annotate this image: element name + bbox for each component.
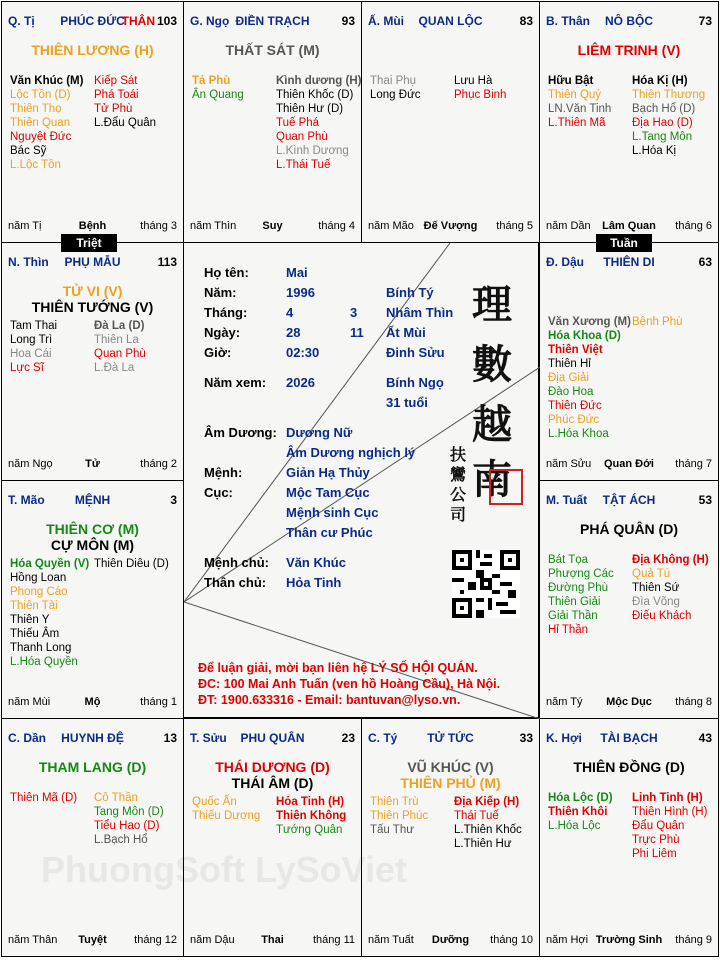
minor-stars-right <box>454 795 522 851</box>
palace-year: năm Dần <box>546 220 591 232</box>
star-item: Địa Hao (D) <box>632 117 693 129</box>
palace-year: năm Hợi <box>546 934 589 946</box>
star-item: Tuế Phá <box>276 117 320 129</box>
amduong-label: Âm Dương: <box>204 425 277 440</box>
palace-dan <box>1 718 184 957</box>
star-item: Hóa Kị (H) <box>632 75 688 87</box>
star-item: Đào Hoa <box>548 386 594 398</box>
thanchu-value: Hỏa Tinh <box>286 575 342 590</box>
star-item: Tam Thai <box>10 320 58 332</box>
star-item: Hữu Bật <box>548 75 594 87</box>
palace-month: tháng 4 <box>318 220 355 232</box>
palace-name: ĐIỀN TRẠCH <box>235 14 310 28</box>
palace-name: NÔ BỘC <box>605 14 653 28</box>
star-item: Linh Tinh (H) <box>632 792 703 804</box>
palace-header <box>8 255 177 271</box>
star-item: L.Đẩu Quân <box>94 117 157 129</box>
star-item: L.Thiên Hư <box>454 838 512 850</box>
star-item: Hóa Khoa (D) <box>548 330 621 342</box>
minor-stars-right <box>94 319 146 375</box>
palace-number: 23 <box>341 731 355 745</box>
star-item: Hóa Quyền (V) <box>10 558 90 570</box>
palace-number: 103 <box>156 14 177 28</box>
calligraphy-char-2: 數 <box>472 341 512 388</box>
star-item: Hỏa Tinh (H) <box>276 796 345 808</box>
minor-stars-left <box>370 74 421 102</box>
minor-stars-right <box>94 557 169 571</box>
star-item: Phi Liêm <box>632 848 677 860</box>
minor-stars-left <box>548 791 613 833</box>
star-item: LN.Văn Tinh <box>548 103 612 115</box>
star-item: Đường Phù <box>548 582 608 594</box>
palace-footer <box>8 696 177 710</box>
thanchu-label: Thân chủ: <box>204 575 267 590</box>
palace-month: tháng 8 <box>675 696 712 708</box>
palace-header <box>8 731 177 747</box>
palace-phase: Mộc Dục <box>606 696 652 708</box>
star-item: Giải Thần <box>548 610 598 622</box>
palace-suu <box>183 718 362 957</box>
palace-phase: Trường Sinh <box>595 934 663 946</box>
palace-year: năm Sửu <box>546 458 592 470</box>
star-item: Lộc Tồn (D) <box>10 89 71 101</box>
palace-footer <box>546 696 712 710</box>
star-item: Tử Phù <box>94 103 133 115</box>
star-item: Thiên Trù <box>370 796 419 808</box>
palace-header <box>8 14 177 30</box>
palace-year: năm Mão <box>368 220 414 232</box>
star-item: Bạch Hổ (D) <box>632 103 696 115</box>
palace-footer <box>546 220 712 234</box>
minor-stars-left <box>10 319 57 375</box>
minor-stars-left <box>10 557 89 669</box>
star-item: Quả Tú <box>632 568 671 580</box>
star-item: Thiên Giải <box>548 596 601 608</box>
palace-branch: Đ. Dậu <box>546 255 585 269</box>
minor-stars-left <box>548 553 614 637</box>
star-item: Tướng Quân <box>276 824 343 836</box>
center-info-panel <box>183 242 539 718</box>
minor-stars-right <box>94 791 164 847</box>
contact-address: ĐC: 100 Mai Anh Tuấn (ven hồ Hoàng Cầu), Hà Nội. <box>198 677 501 691</box>
star-item: Trực Phù <box>632 834 680 846</box>
star-item: Thiên Hình (H) <box>632 806 708 818</box>
star-item: Nguyệt Đức <box>10 131 72 143</box>
star-item: Thiên Đức <box>548 400 602 412</box>
palace-header <box>368 14 533 30</box>
month-lunar: 3 <box>350 305 358 320</box>
star-item: Thiên Không <box>276 810 347 822</box>
day-label: Ngày: <box>204 325 241 340</box>
palace-footer <box>8 934 177 948</box>
palace-tuat <box>539 480 719 719</box>
star-item: L.Đà La <box>94 362 135 374</box>
star-item: Quốc Ấn <box>192 796 237 808</box>
contact-line-1: Để luận giải, mời bạn liên hệ LÝ SỐ HỘI QUÁN. <box>198 661 478 675</box>
palace-than <box>539 1 719 243</box>
day-value: 28 <box>286 325 301 340</box>
major-star: LIÊM TRINH (V) <box>577 42 681 58</box>
major-star: THAM LANG (D) <box>38 759 147 775</box>
star-item: Thiên Khôi <box>548 806 608 818</box>
star-item: Thái Tuế <box>454 810 499 822</box>
minor-stars-left <box>548 74 611 130</box>
year-value: 1996 <box>286 285 315 300</box>
star-item: Thanh Long <box>10 642 72 654</box>
name-label: Họ tên: <box>204 265 249 280</box>
star-item: Phá Toái <box>94 89 139 101</box>
star-item: Thiếu Dương <box>192 810 261 822</box>
star-item: Tiểu Hao (D) <box>94 820 160 832</box>
minor-stars-left <box>370 795 428 837</box>
palace-year: năm Thìn <box>190 220 237 232</box>
star-item: Ân Quang <box>192 89 244 101</box>
calligraphy-char-3: 越 <box>472 401 512 448</box>
than-marker: THÂN <box>121 14 155 28</box>
star-item: Thiên Thọ <box>10 103 62 115</box>
cuc-label: Cục: <box>204 485 233 500</box>
star-item: Hồng Loan <box>10 572 67 584</box>
minor-stars-right <box>632 791 707 861</box>
palace-month: tháng 9 <box>675 934 712 946</box>
star-item: Đà La (D) <box>94 320 145 332</box>
star-item: Địa Không (H) <box>632 554 709 566</box>
palace-phase: Bệnh <box>78 220 107 232</box>
palace-name: PHU QUÂN <box>240 731 305 745</box>
star-item: Thiên Hỉ <box>548 358 591 370</box>
palace-number: 93 <box>341 14 355 28</box>
palace-name: PHÚC ĐỨC <box>60 14 125 28</box>
star-item: Đẩu Quân <box>632 820 685 832</box>
than-cu: Thân cư Phúc <box>286 525 373 540</box>
palace-name: PHỤ MẪU <box>64 255 121 269</box>
star-item: Thiên Sứ <box>632 582 680 594</box>
palace-year: năm Tý <box>546 696 583 708</box>
minor-stars-left <box>10 74 83 172</box>
amduong-note: Âm Dương nghịch lý <box>286 445 416 460</box>
palace-month: tháng 7 <box>675 458 712 470</box>
star-item: Thiên Diêu (D) <box>94 558 169 570</box>
star-item: Đìa Võng <box>632 596 680 608</box>
palace-branch: Q. Tị <box>8 14 35 28</box>
day-can: Ất Mùi <box>386 325 426 340</box>
view-year-label: Năm xem: <box>204 375 267 390</box>
palace-number: 3 <box>170 493 177 507</box>
palace-name: THIÊN DI <box>603 255 655 269</box>
star-item: Thiên Quan <box>10 117 71 129</box>
name-value: Mai <box>286 265 308 280</box>
minor-stars-right <box>94 74 156 130</box>
star-item: Lực Sĩ <box>10 362 44 374</box>
palace-branch: G. Ngọ <box>190 14 230 28</box>
star-item: Thiên Thương <box>632 89 706 101</box>
palace-header <box>368 731 533 747</box>
star-item: Thai Phụ <box>370 75 417 87</box>
star-item: Thiên Phúc <box>370 810 429 822</box>
palace-month: tháng 1 <box>140 696 177 708</box>
major-star: THIÊN ĐỒNG (D) <box>573 759 685 775</box>
palace-month: tháng 3 <box>140 220 177 232</box>
palace-name: QUAN LỘC <box>418 14 483 28</box>
palace-phase: Mộ <box>84 696 101 708</box>
month-label: Tháng: <box>204 305 248 320</box>
minor-stars-left <box>548 315 631 441</box>
star-item: Kiếp Sát <box>94 75 138 87</box>
star-item: Thiên Tài <box>10 600 58 612</box>
palace-phase: Quan Đới <box>604 458 654 470</box>
minor-stars-right <box>632 315 683 329</box>
star-item: Hóa Lộc (D) <box>548 792 613 804</box>
palace-name: TỬ TỨC <box>427 731 474 745</box>
major-star: THIÊN CƠ (M) <box>46 521 139 537</box>
tu-vi-chart <box>1 1 719 957</box>
major-star: THIÊN LƯƠNG (H) <box>31 42 154 58</box>
palace-branch: C. Tý <box>368 731 398 745</box>
tuan-tag: Tuần <box>596 234 652 252</box>
view-year-value: 2026 <box>286 375 315 390</box>
star-item: Kình dương (H) <box>276 75 362 87</box>
star-item: Hỉ Thần <box>548 624 589 636</box>
palace-footer <box>190 934 355 948</box>
palace-phase: Lâm Quan <box>602 220 656 232</box>
palace-branch: T. Mão <box>8 493 45 507</box>
minor-stars-right <box>454 74 506 102</box>
star-item: L.Hóa Lộc <box>548 820 601 832</box>
calligraphy-small: 扶 鸞 公 司 <box>450 445 467 524</box>
major-star: PHÁ QUÂN (D) <box>580 521 678 537</box>
palace-header <box>546 255 712 271</box>
star-item: L.Hóa Kị <box>632 145 677 157</box>
red-seal-icon <box>489 469 523 505</box>
star-item: Tang Môn (D) <box>94 806 164 818</box>
star-item: Lưu Hà <box>454 75 493 87</box>
palace-branch: M. Tuất <box>546 493 588 507</box>
menh-value: Giản Hạ Thủy <box>286 465 370 480</box>
palace-number: 13 <box>163 731 177 745</box>
palace-branch: Ấ. Mùi <box>368 14 404 28</box>
star-item: Văn Xương (M) <box>548 316 631 328</box>
palace-header <box>546 731 712 747</box>
star-item: Thiên Hư (D) <box>276 103 344 115</box>
palace-number: 33 <box>519 731 533 745</box>
star-item: Long Đức <box>370 89 421 101</box>
star-item: L.Hóa Khoa <box>548 428 609 440</box>
contact-phone-email: ĐT: 1900.633316 - Email: bantuvan@lyso.vn. <box>198 693 461 707</box>
menhchu-label: Mệnh chủ: <box>204 555 269 570</box>
amduong-value: Dương Nữ <box>286 425 353 440</box>
palace-footer <box>190 220 355 234</box>
palace-year: năm Ngọ <box>8 458 53 470</box>
star-item: Thiên La <box>94 334 139 346</box>
year-can: Bính Tý <box>386 285 434 300</box>
triet-tag: Triệt <box>61 234 117 252</box>
palace-name: TÀI BẠCH <box>600 731 658 745</box>
major-star: THÁI ÂM (D) <box>231 775 314 791</box>
month-can: Nhâm Thìn <box>386 305 454 320</box>
minor-stars-left <box>10 791 77 805</box>
minor-stars-right <box>632 553 709 623</box>
palace-year: năm Tuất <box>368 934 414 946</box>
minor-stars-left <box>192 795 260 823</box>
palace-phase: Đế Vượng <box>423 220 478 232</box>
palace-branch: K. Hợi <box>546 731 582 745</box>
minor-stars-right <box>276 74 361 172</box>
star-item: L.Tang Môn <box>632 131 693 143</box>
palace-footer <box>546 934 712 948</box>
palace-month: tháng 2 <box>140 458 177 470</box>
star-item: Phúc Đức <box>548 414 600 426</box>
palace-phase: Tử <box>85 458 100 470</box>
palace-footer <box>8 458 177 472</box>
palace-month: tháng 11 <box>312 934 355 946</box>
major-star: THẤT SÁT (M) <box>225 42 320 58</box>
palace-month: tháng 5 <box>496 220 533 232</box>
star-item: Địa Giải <box>548 372 589 384</box>
star-item: Phục Binh <box>454 89 507 101</box>
hour-label: Giờ: <box>204 345 232 360</box>
star-item: Điếu Khách <box>632 610 692 622</box>
star-item: L.Thái Tuế <box>276 159 331 171</box>
major-star: THIÊN PHỦ (M) <box>400 775 501 791</box>
palace-ti <box>1 1 184 243</box>
palace-year: năm Dậu <box>190 934 235 946</box>
palace-thin <box>1 242 184 481</box>
month-value: 4 <box>286 305 294 320</box>
palace-month: tháng 12 <box>134 934 177 946</box>
major-star: THIÊN TƯỚNG (V) <box>31 299 154 315</box>
star-item: L.Thiên Khốc <box>454 824 522 836</box>
star-item: Long Trì <box>10 334 53 346</box>
star-item: Quan Phù <box>94 348 146 360</box>
calligraphy-char-1: 理 <box>472 281 512 328</box>
palace-branch: N. Thìn <box>8 255 49 269</box>
menhchu-value: Văn Khúc <box>286 555 346 570</box>
palace-phase: Dưỡng <box>431 934 470 946</box>
star-item: Tấu Thư <box>370 824 414 836</box>
palace-name: HUYNH ĐỆ <box>61 731 124 745</box>
hour-can: Đinh Sửu <box>386 345 445 360</box>
major-star: THÁI DƯƠNG (D) <box>215 759 330 775</box>
palace-number: 73 <box>698 14 712 28</box>
palace-year: năm Thân <box>8 934 58 946</box>
palace-number: 83 <box>519 14 533 28</box>
cuc-relation: Mệnh sinh Cục <box>286 505 379 520</box>
palace-phase: Suy <box>262 220 283 232</box>
calligraphy-char-4: 南 <box>472 456 512 503</box>
palace-branch: C. Dần <box>8 731 47 745</box>
star-item: L.Lộc Tồn <box>10 159 61 171</box>
star-item: Tả Phù <box>192 75 231 87</box>
star-item: Thiếu Âm <box>10 628 60 640</box>
star-item: Thiên Việt <box>548 344 603 356</box>
palace-year: năm Mùi <box>8 696 51 708</box>
palace-phase: Thai <box>261 934 284 946</box>
cuc-value: Mộc Tam Cục <box>286 485 370 500</box>
star-item: Bát Tọa <box>548 554 589 566</box>
palace-header <box>190 14 355 30</box>
qr-code-icon <box>452 550 520 618</box>
star-item: L.Bạch Hổ <box>94 834 148 846</box>
palace-mui <box>361 1 540 243</box>
palace-footer <box>546 458 712 472</box>
star-item: Thiên Quý <box>548 89 602 101</box>
star-item: Quan Phù <box>276 131 328 143</box>
palace-month: tháng 10 <box>490 934 533 946</box>
palace-ngo <box>183 1 362 243</box>
palace-number: 63 <box>698 255 712 269</box>
palace-header <box>8 493 177 509</box>
palace-number: 43 <box>698 731 712 745</box>
star-item: Cô Thần <box>94 792 138 804</box>
star-item: Hoa Cái <box>10 348 52 360</box>
minor-stars-right <box>632 74 705 158</box>
star-item: L.Kình Dương <box>276 145 349 157</box>
menh-label: Mệnh: <box>204 465 243 480</box>
palace-month: tháng 6 <box>675 220 712 232</box>
star-item: Phong Cáo <box>10 586 68 598</box>
palace-phase: Tuyệt <box>78 934 107 946</box>
major-star: CỰ MÔN (M) <box>50 537 135 553</box>
hour-value: 02:30 <box>286 345 320 360</box>
palace-number: 53 <box>698 493 712 507</box>
palace-name: TẬT ÁCH <box>602 493 656 507</box>
star-item: Bệnh Phù <box>632 316 683 328</box>
minor-stars-left <box>192 74 244 102</box>
palace-header <box>546 493 712 509</box>
palace-branch: T. Sửu <box>190 731 227 745</box>
minor-stars-right <box>276 795 346 837</box>
palace-footer <box>368 934 533 948</box>
major-star: VŨ KHÚC (V) <box>407 759 494 775</box>
age-value: 31 tuổi <box>386 395 428 410</box>
star-item: Thiên Khốc (D) <box>276 89 354 101</box>
palace-ty <box>361 718 540 957</box>
star-item: Thiên Y <box>10 614 50 626</box>
palace-number: 113 <box>157 255 177 269</box>
star-item: Văn Khúc (M) <box>10 75 84 87</box>
watermark: PhuongSoft LySoViet <box>41 849 407 890</box>
palace-hoi <box>539 718 719 957</box>
view-year-can: Bính Ngọ <box>386 375 444 390</box>
palace-branch: B. Thân <box>546 14 590 28</box>
palace-dau <box>539 242 719 481</box>
palace-header <box>546 14 712 30</box>
star-item: Phượng Các <box>548 568 614 580</box>
major-star: TỬ VI (V) <box>62 283 123 299</box>
star-item: Địa Kiếp (H) <box>454 796 520 808</box>
palace-name: MỆNH <box>74 493 111 507</box>
star-item: Bác Sỹ <box>10 145 47 157</box>
palace-footer <box>368 220 533 234</box>
day-lunar: 11 <box>350 325 364 340</box>
year-label: Năm: <box>204 285 237 300</box>
palace-footer <box>8 220 177 234</box>
star-item: L.Hóa Quyền <box>10 656 78 668</box>
palace-year: năm Tị <box>8 220 42 232</box>
palace-mao <box>1 480 184 719</box>
star-item: L.Thiên Mã <box>548 117 606 129</box>
palace-header <box>190 731 355 747</box>
star-item: Thiên Mã (D) <box>10 792 78 804</box>
